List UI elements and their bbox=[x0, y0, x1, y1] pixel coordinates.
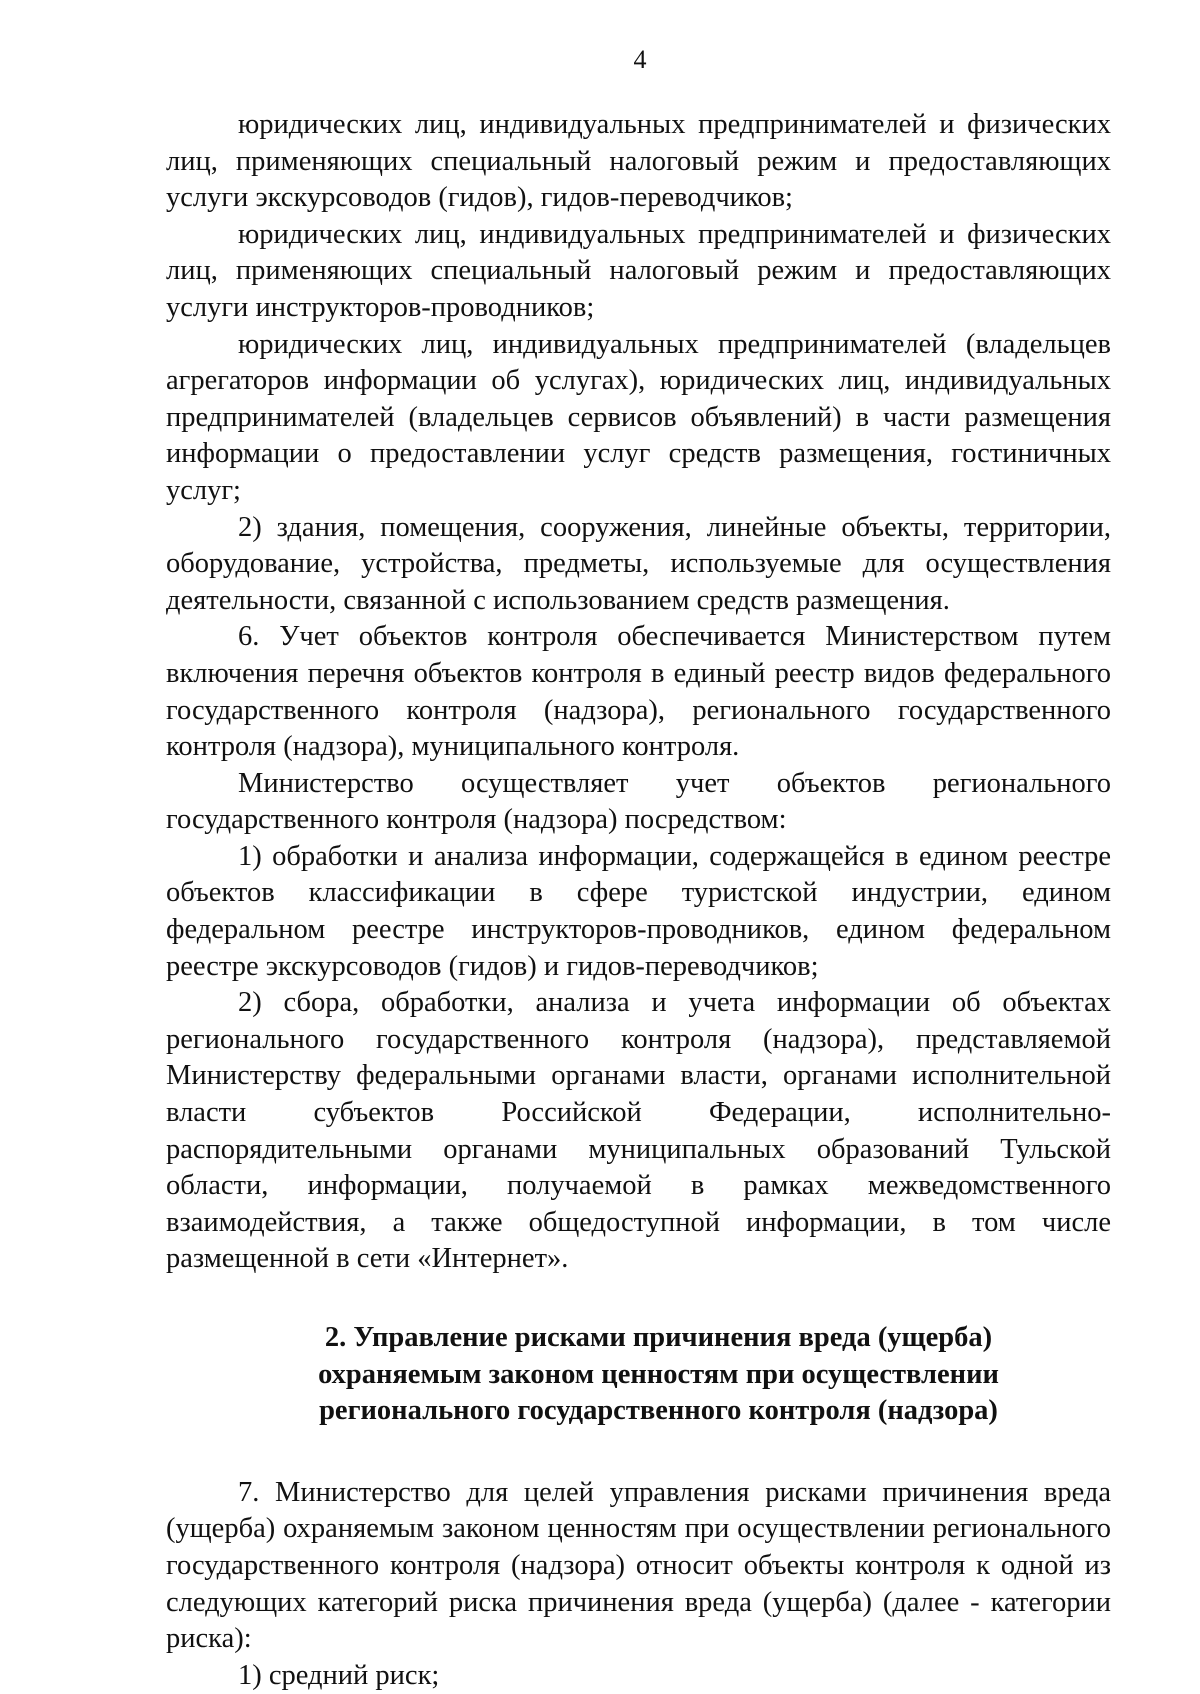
section-heading-line: регионального государственного контроля (надзора) bbox=[319, 1395, 998, 1427]
document-body bbox=[166, 107, 1111, 1694]
paragraph-collection-information: 2) сбора, обработки, анализа и учета информации об объектах регионального государственного контроля (надзора), представляемой Министерству федеральными органами власти, органами исполнительной власти субъектов Российской Федерации, исполнительно-распорядительными органами муниципальных образований Тульской области, информации, получаемой в рамках межведомственного взаимодействия, а также общедоступной информации, в том числе размещенной в сети «Интернет». bbox=[166, 987, 1111, 1275]
paragraph-processing-registry: 1) обработки и анализа информации, содержащейся в едином реестре объектов классификации в сфере туристской индустрии, едином федеральном реестре инструкторов-проводников, едином федеральном реестре экскурсоводов (гидов) и гидов-переводчиков; bbox=[166, 840, 1111, 982]
paragraph-item-6: 6. Учет объектов контроля обеспечивается Министерством путем включения перечня объектов контроля в единый реестр видов федерального государственного контроля (надзора), регионального государственного контроля (надзора), муниципального контроля. bbox=[166, 621, 1111, 763]
section-heading-line: 2. Управление рисками причинения вреда (ущерба) bbox=[324, 1322, 993, 1353]
page-number: 4 bbox=[633, 45, 647, 74]
paragraph-aggregator-owners: юридических лиц, индивидуальных предпринимателей (владельцев агрегаторов информации об услугах), юридических лиц, индивидуальных предпринимателей (владельцев сервисов объявлений) в части размещения информации о предоставлении услуг средств размещения, гостиничных услуг; bbox=[166, 328, 1111, 506]
paragraph-legal-entities-guides: юридических лиц, индивидуальных предпринимателей и физических лиц, применяющих специальный налоговый режим и предоставляющих услуги экскурсоводов (гидов), гидов-переводчиков; bbox=[166, 109, 1111, 214]
paragraph-buildings-premises: 2) здания, помещения, сооружения, линейные объекты, территории, оборудование, устройства, предметы, используемые для осуществления деятельности, связанной с использованием средств размещения. bbox=[166, 511, 1111, 616]
paragraph-ministry-accounting: Министерство осуществляет учет объектов регионального государственного контроля (надзора) посредством: bbox=[166, 767, 1111, 836]
paragraph-legal-entities-instructors: юридических лиц, индивидуальных предпринимателей и физических лиц, применяющих специальный налоговый режим и предоставляющих услуги инструкторов-проводников; bbox=[166, 218, 1111, 323]
paragraph-item-7: 7. Министерство для целей управления рисками причинения вреда (ущерба) охраняемым законом ценностям при осуществлении регионального государственного контроля (надзора) относит объекты контроля к одной из следующих категорий риска причинения вреда (ущерба) (далее - категории риска): bbox=[166, 1476, 1111, 1655]
section-heading bbox=[166, 1320, 1111, 1430]
section-heading-line: охраняемым законом ценностям при осуществлении bbox=[318, 1358, 999, 1390]
paragraph-medium-risk: 1) средний риск; bbox=[238, 1659, 440, 1691]
